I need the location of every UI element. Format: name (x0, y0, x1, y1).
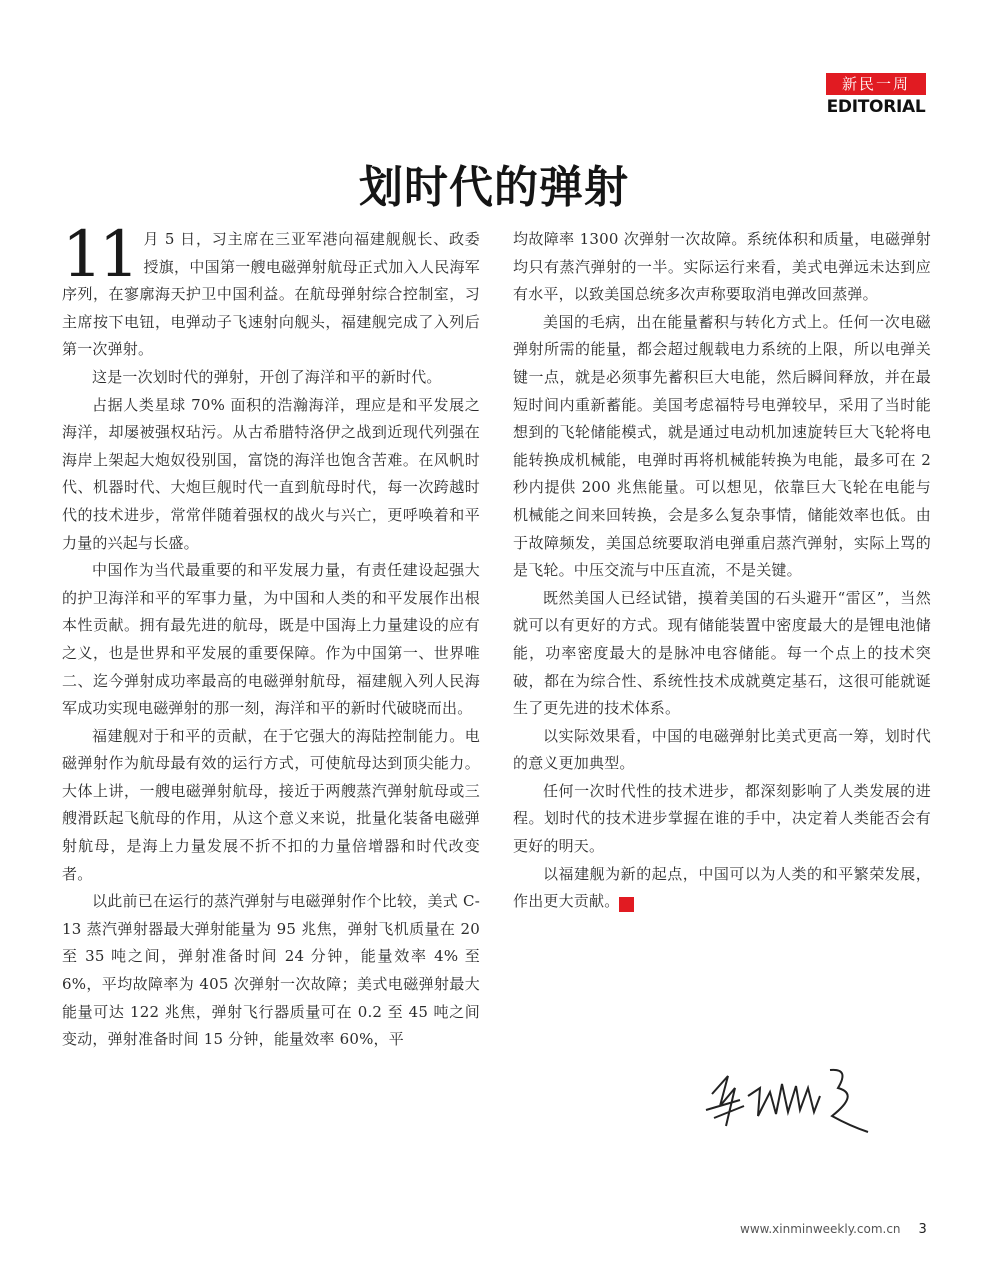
paragraph-1: 11 月 5 日，习主席在三亚军港向福建舰舰长、政委授旗，中国第一艘电磁弹射航母正式加入人民海军序列，在寥廓海天护卫中国利益。在航母弹射综合控制室，习主席按下电钮，电弹动子飞速射向舰头，福建舰完成了入列后第一次弹射。 (62, 218, 480, 359)
paragraph-8: 既然美国人已经试错，摸着美国的石头避开“雷区”，当然就可以有更好的方式。现有储能装置中密度最大的是锂电池储能，功率密度最大的是脉冲电容储能。每一个点上的技术突破，都在为综合性、系统性技术成就奠定基石，这很可能就诞生了更先进的技术体系。 (513, 588, 931, 718)
paragraph-6-continued: 均故障率 1300 次弹射一次故障。系统体积和质量，电磁弹射均只有蒸汽弹射的一半。实际运行来看，美式电弹远未达到应有水平，以致美国总统多次声称要取消电弹改回蒸弹。 (513, 230, 931, 304)
paragraph-9: 以实际效果看，中国的电磁弹射比美式更高一筹，划时代的意义更加典型。 (513, 726, 931, 773)
article-title: 划时代的弹射 (359, 162, 629, 214)
dropcap: 11 (62, 218, 136, 292)
page-footer (740, 1222, 927, 1237)
end-mark-icon: 民 (619, 897, 634, 912)
article-column-left (62, 218, 480, 1054)
paragraph-5: 福建舰对于和平的贡献，在于它强大的海陆控制能力。电磁弹射作为航母最有效的运行方式，可使航母达到顶尖能力。大体上讲，一艘电磁弹射航母，接近于两艘蒸汽弹射航母或三艘滑跃起飞航母的作用，从这个意义来说，批量化装备电磁弹射航母，是海上力量发展不折不扣的力量倍增器和时代改变者。 (62, 726, 480, 883)
section-label: EDITORIAL (826, 97, 926, 117)
paragraph-6: 以此前已在运行的蒸汽弹射与电磁弹射作个比较，美式 C-13 蒸汽弹射器最大弹射能量为 95 兆焦，弹射飞机质量在 20 至 35 吨之间，弹射准备时间 24 分钟，能量效率 4% 至 6%，平均故障率为 405 次弹射一次故障；美式电磁弹射最大能量可达 122 兆焦，弹射飞行器质量可在 0.2 至 45 吨之间变动，弹射准备时间 15 分钟，能量效率 60%，平 (62, 892, 480, 1049)
page-number: 3 (918, 1222, 927, 1237)
article-column-right (513, 226, 931, 916)
masthead-badge (826, 73, 926, 119)
paragraph-2: 这是一次划时代的弹射，开创了海洋和平的新时代。 (92, 367, 442, 386)
paragraph-10: 任何一次时代性的技术进步，都深刻影响了人类发展的进程。划时代的技术进步掌握在谁的手中，决定着人类能否会有更好的明天。 (513, 781, 931, 856)
paragraph-3: 占据人类星球 70% 面积的浩瀚海洋，理应是和平发展之海洋，却屡被强权玷污。从古希腊特洛伊之战到近现代列强在海岸上架起大炮奴役别国，富饶的海洋也饱含苦难。在风帆时代、机器时代、大炮巨舰时代一直到航母时代，每一次跨越时代的技术进步，常常伴随着强权的战火与兴亡，更呼唤着和平力量的兴起与长盛。 (62, 395, 480, 552)
website-url: www.xinminweekly.com.cn (740, 1222, 901, 1236)
paragraph-11: 以福建舰为新的起点，中国可以为人类的和平繁荣发展，作出更大贡献。 民 (513, 864, 931, 912)
author-signature (700, 1066, 880, 1146)
paragraph-7: 美国的毛病，出在能量蓄积与转化方式上。任何一次电磁弹射所需的能量，都会超过舰载电力系统的上限，所以电弹关键一点，就是必须事先蓄积巨大电能，然后瞬间释放，并在最短时间内重新蓄能。美国考虑福特号电弹较早，采用了当时能想到的飞轮储能模式，就是通过电动机加速旋转巨大飞轮将电能转换成机械能，电弹时再将机械能转换为电能，最多可在 2 秒内提供 200 兆焦能量。可以想见，依靠巨大飞轮在电能与机械能之间来回转换，会是多么复杂事情，储能效率也低。由于故障频发，美国总统要取消电弹重启蒸汽弹射，实际上骂的是飞轮。中压交流与中压直流，不是关键。 (513, 312, 931, 580)
brand-label: 新民一周 (826, 73, 926, 95)
paragraph-4: 中国作为当代最重要的和平发展力量，有责任建设起强大的护卫海洋和平的军事力量，为中国和人类的和平发展作出根本性贡献。拥有最先进的航母，既是中国海上力量建设的应有之义，也是世界和平发展的重要保障。作为中国第一、世界唯二、迄今弹射成功率最高的电磁弹射航母，福建舰入列人民海军成功实现电磁弹射的那一刻，海洋和平的新时代破晓而出。 (62, 561, 480, 718)
